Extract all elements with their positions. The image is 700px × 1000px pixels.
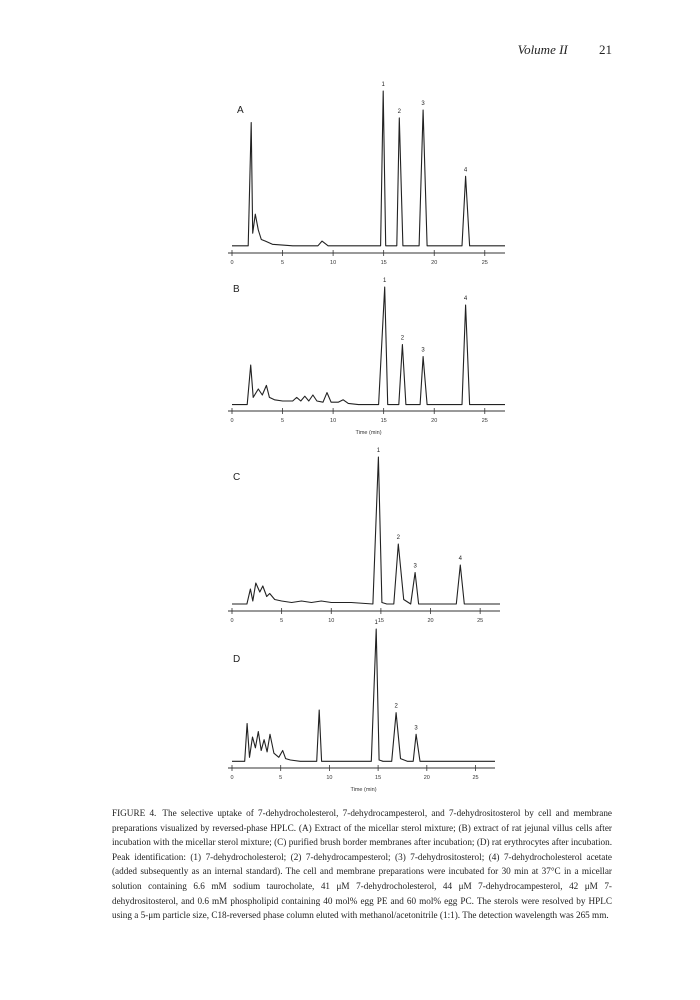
chromatogram-trace xyxy=(232,457,500,604)
peak-label: 1 xyxy=(381,82,385,88)
page-number: 21 xyxy=(599,42,612,57)
x-tick-label: 10 xyxy=(328,618,335,624)
x-tick-label: 0 xyxy=(230,260,234,266)
caption-text: The selective uptake of 7-dehydrocholesterol, 7-dehydrocampesterol, and 7-dehydrositosterol by cell and membrane preparations visualized by reversed-phase HPLC. (A) Extract of the micellar sterol mixture; (B) extract of rat jejunal villus cells after incubation with the micellar sterol mixture; (C) purified brush border membranes after incubation; (D) rat erythrocytes after incubation. Peak identification: (1) 7-dehydrocholesterol; (2) 7-dehydrocampesterol; (3) 7-dehydrositosterol; (4) 7-dehydrocholesterol acetate (added subsequently as an internal standard). The cell and membrane preparations were incubated for 30 min at 37°C in a micellar solution containing 6.6 mM sodium taurocholate, 41 μM 7-dehydrocholesterol, 44 μM 7-dehydrocampesterol, 42 μM 7-dehydrositosterol, and 0.6 mM phospholipid containing 40 mol% egg PE and 60 mol% egg PC. The sterols were resolved by HPLC using a 5-μm particle size, C18-reversed phase column eluted with methanol/acetonitrile (1:1). The detection wavelength was 265 mm. xyxy=(112,808,612,921)
caption-lead: FIGURE 4. xyxy=(112,808,157,818)
peak-label: 1 xyxy=(376,448,381,454)
x-tick-label: 20 xyxy=(431,260,438,266)
x-tick-label: 15 xyxy=(377,618,384,624)
panel-label: D xyxy=(233,654,241,665)
x-tick-label: 25 xyxy=(481,418,488,424)
x-tick-label: 25 xyxy=(481,260,488,266)
panel-label: B xyxy=(233,284,240,295)
x-tick-label: 20 xyxy=(427,618,434,624)
peak-label: 1 xyxy=(374,620,378,626)
chromatogram-panel-D xyxy=(228,620,495,793)
chromatogram-panel-A xyxy=(228,82,505,266)
x-tick-label: 5 xyxy=(280,618,284,624)
x-tick-label: 25 xyxy=(477,618,484,624)
x-tick-label: 10 xyxy=(330,260,337,266)
peak-label: 3 xyxy=(421,347,425,354)
panel-label: A xyxy=(237,105,244,116)
figure-caption xyxy=(112,806,612,923)
chromatogram-panel-B xyxy=(228,278,505,436)
x-axis-label: Time (min) xyxy=(350,787,377,793)
panel-label: C xyxy=(233,472,241,483)
chromatogram-trace xyxy=(232,629,495,761)
x-tick-label: 20 xyxy=(423,775,430,781)
peak-label: 1 xyxy=(383,278,387,284)
x-tick-label: 20 xyxy=(431,418,438,424)
peak-label: 4 xyxy=(463,296,468,302)
x-tick-label: 0 xyxy=(230,618,234,624)
x-tick-label: 15 xyxy=(380,260,387,266)
peak-label: 4 xyxy=(458,556,462,562)
x-axis-label: Time (min) xyxy=(355,430,382,436)
peak-label: 2 xyxy=(397,108,402,115)
x-tick-label: 0 xyxy=(230,418,234,424)
peak-label: 4 xyxy=(463,167,468,174)
x-tick-label: 5 xyxy=(281,418,285,424)
peak-label: 2 xyxy=(394,703,398,710)
running-title: Volume II xyxy=(517,42,568,57)
x-tick-label: 15 xyxy=(375,775,382,781)
peak-label: 3 xyxy=(413,563,417,570)
x-tick-label: 15 xyxy=(380,418,387,424)
x-tick-label: 10 xyxy=(330,418,337,424)
peak-label: 3 xyxy=(421,100,425,107)
x-tick-label: 25 xyxy=(472,775,479,781)
chromatogram-trace xyxy=(232,287,505,405)
x-tick-label: 0 xyxy=(230,775,234,781)
peak-label: 2 xyxy=(396,535,400,541)
x-tick-label: 10 xyxy=(326,775,333,781)
x-tick-label: 5 xyxy=(281,260,285,266)
x-tick-label: 5 xyxy=(279,775,283,781)
chromatogram-panel-C xyxy=(228,448,500,624)
peak-label: 2 xyxy=(400,335,405,342)
peak-label: 3 xyxy=(414,725,418,732)
